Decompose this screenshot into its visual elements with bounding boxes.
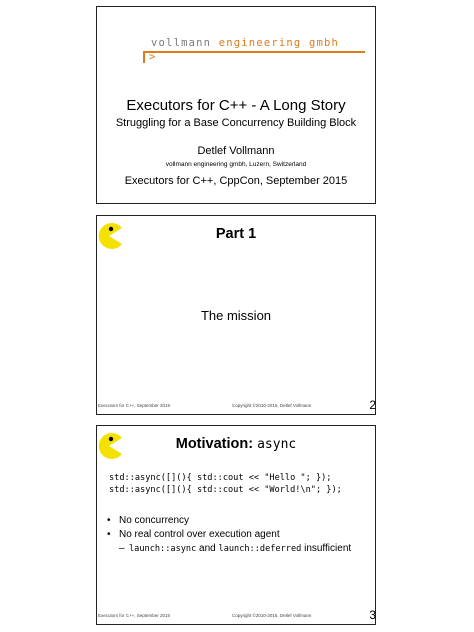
bullet-text: No concurrency [119, 515, 190, 526]
logo-prompt: > [149, 51, 156, 63]
author: Detlef Vollmann [197, 145, 275, 157]
presentation-subtitle: Struggling for a Base Concurrency Building Block [115, 117, 357, 129]
sub-bullet-text: insufficient [301, 543, 352, 554]
logo-rule [143, 51, 365, 53]
bullet-item [107, 514, 351, 528]
dash-icon: – [119, 543, 125, 554]
affiliation: vollmann engineering gmbh, Luzern, Switzerland [165, 161, 307, 168]
company-logo [151, 37, 339, 49]
bullet-list [107, 514, 351, 556]
sub-bullet-item [107, 542, 351, 556]
sub-bullet-text: and [196, 543, 219, 554]
page-number: 3 [369, 608, 376, 622]
slide-motivation [96, 425, 376, 625]
logo-bar [143, 51, 145, 63]
logo-orange-text: engineering gmbh [218, 37, 340, 49]
slide-title [97, 436, 375, 452]
sub-bullet-code: launch::async [129, 544, 197, 554]
bullet-dot-icon: • [107, 515, 111, 526]
footer-left: Executors for C++, September 2015 [98, 613, 171, 618]
title-code: async [257, 437, 297, 452]
bullet-dot-icon: • [107, 529, 111, 540]
slide-title: Part 1 [215, 226, 257, 242]
footer-copyright: Copyright ©2010-2015, Detlef Vollmann [232, 613, 312, 618]
bullet-item [107, 528, 351, 542]
footer-copyright: Copyright ©2010-2015, Detlef Vollmann [232, 403, 312, 408]
footer-left: Executors for C++, September 2015 [98, 403, 171, 408]
title-text: Motivation: [175, 436, 258, 452]
code-line: std::async([](){ std::cout << "World!\n"; }); [109, 485, 342, 495]
code-line: std::async([](){ std::cout << "Hello "; }); [109, 473, 332, 483]
conference: Executors for C++, CppCon, September 2015 [124, 175, 348, 187]
logo-gray-text: vollmann [151, 37, 219, 49]
slide-body: The mission [200, 308, 272, 323]
bullet-text: No real control over execution agent [119, 529, 280, 540]
sub-bullet-code: launch::deferred [218, 544, 302, 554]
page-number: 2 [369, 398, 376, 412]
presentation-title: Executors for C++ - A Long Story [126, 97, 346, 114]
slide-title [96, 6, 376, 204]
code-block [109, 472, 342, 496]
slide-part-1 [96, 215, 376, 415]
